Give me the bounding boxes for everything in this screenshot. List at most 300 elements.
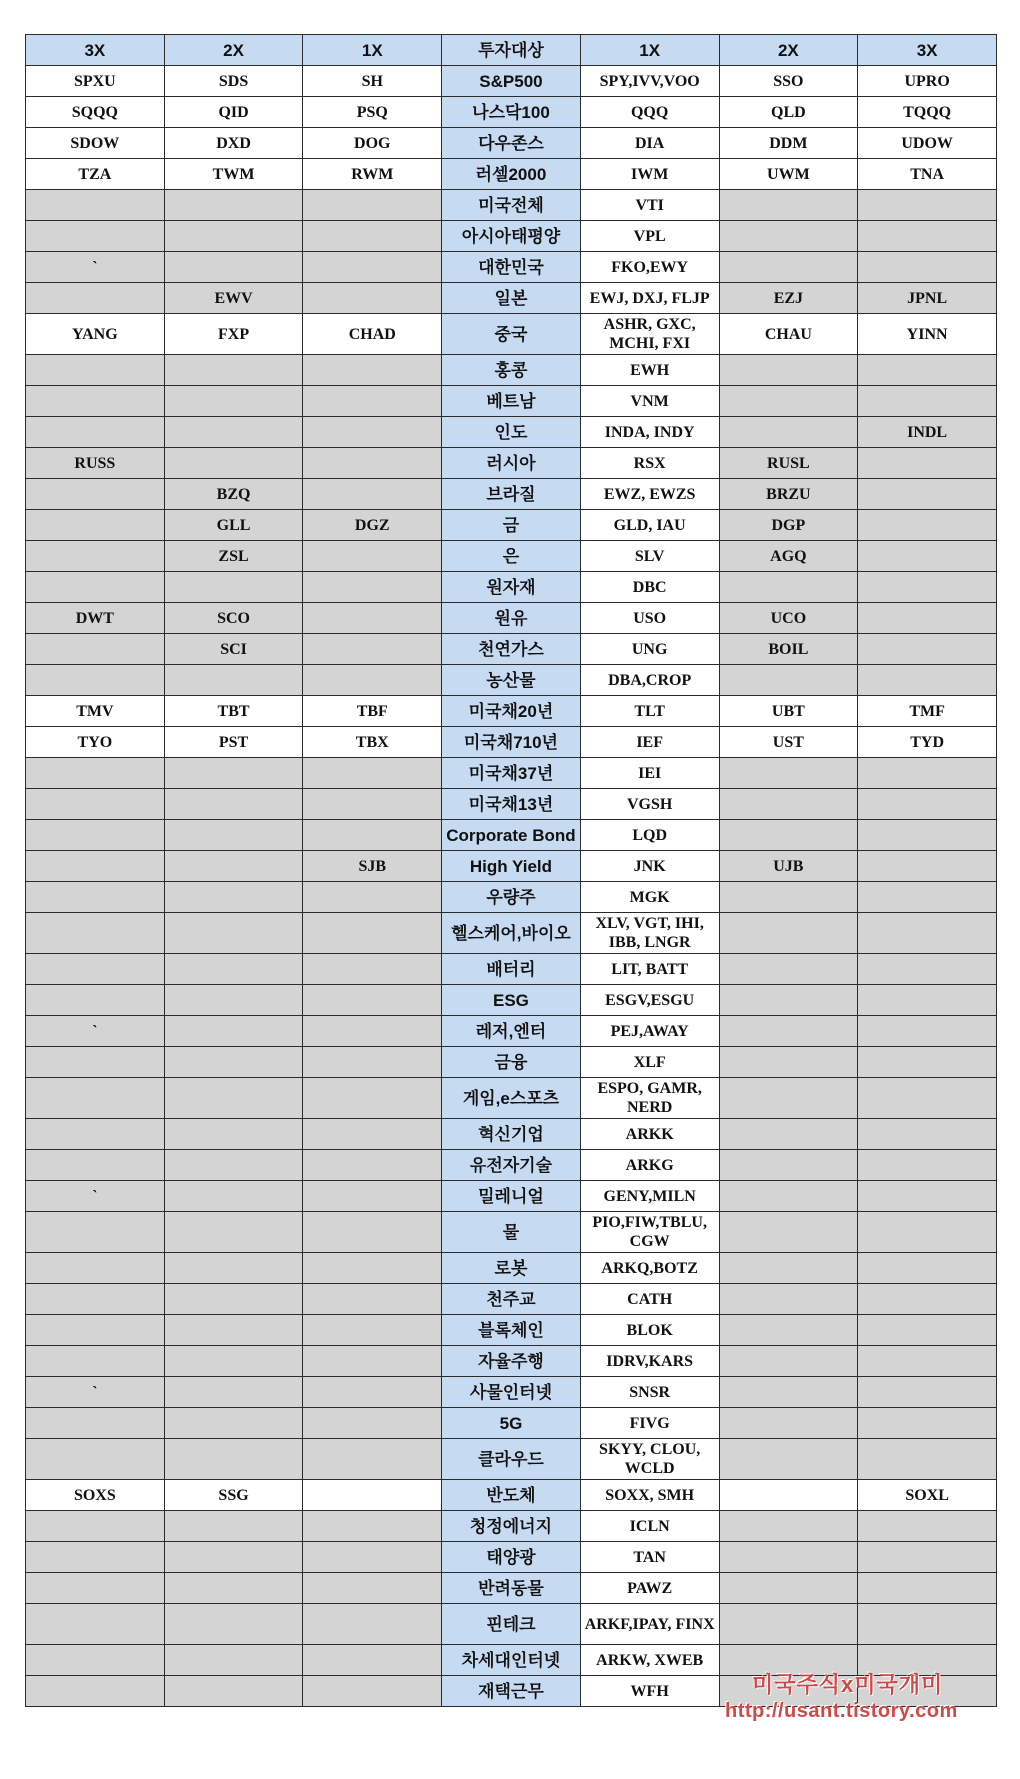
header-3x-inverse: 3X — [26, 35, 165, 66]
cell-inverse-3x — [26, 985, 165, 1016]
cell-inverse-1x — [303, 1119, 442, 1150]
cell-inverse-2x — [164, 1047, 303, 1078]
table-row — [26, 665, 997, 696]
table-row — [26, 510, 997, 541]
cell-etf-2x — [719, 882, 858, 913]
table-row — [26, 1542, 997, 1573]
cell-inverse-3x — [26, 1511, 165, 1542]
cell-inverse-2x — [164, 386, 303, 417]
cell-etf-1x: UNG — [580, 634, 719, 665]
cell-etf-2x — [719, 252, 858, 283]
table-row — [26, 1016, 997, 1047]
cell-etf-2x — [719, 1573, 858, 1604]
cell-inverse-3x — [26, 1573, 165, 1604]
cell-target: 반도체 — [442, 1480, 581, 1511]
cell-etf-2x — [719, 1346, 858, 1377]
cell-etf-2x: AGQ — [719, 541, 858, 572]
cell-inverse-2x — [164, 1604, 303, 1645]
cell-inverse-1x — [303, 789, 442, 820]
cell-etf-2x — [719, 1439, 858, 1480]
header-target: 투자대상 — [442, 35, 581, 66]
cell-etf-2x: BOIL — [719, 634, 858, 665]
cell-etf-1x: ARKQ,BOTZ — [580, 1253, 719, 1284]
cell-inverse-3x — [26, 221, 165, 252]
cell-etf-1x: EWH — [580, 355, 719, 386]
cell-target: 물 — [442, 1212, 581, 1253]
cell-target: 원유 — [442, 603, 581, 634]
cell-etf-2x — [719, 1253, 858, 1284]
cell-target: High Yield — [442, 851, 581, 882]
cell-etf-3x: UDOW — [858, 128, 997, 159]
cell-inverse-1x — [303, 386, 442, 417]
table-row — [26, 221, 997, 252]
cell-inverse-3x: ` — [26, 1016, 165, 1047]
cell-inverse-2x: GLL — [164, 510, 303, 541]
cell-inverse-2x — [164, 789, 303, 820]
table-row — [26, 1377, 997, 1408]
cell-inverse-1x — [303, 1078, 442, 1119]
table-row — [26, 1119, 997, 1150]
table-row — [26, 159, 997, 190]
cell-etf-3x: UPRO — [858, 66, 997, 97]
cell-etf-2x — [719, 954, 858, 985]
cell-etf-2x: UST — [719, 727, 858, 758]
cell-target: 베트남 — [442, 386, 581, 417]
cell-inverse-1x: SJB — [303, 851, 442, 882]
cell-target: 핀테크 — [442, 1604, 581, 1645]
table-row — [26, 386, 997, 417]
cell-target: S&P500 — [442, 66, 581, 97]
cell-inverse-2x — [164, 448, 303, 479]
cell-etf-3x — [858, 1150, 997, 1181]
cell-inverse-2x — [164, 1676, 303, 1707]
cell-inverse-2x — [164, 1346, 303, 1377]
cell-inverse-2x — [164, 572, 303, 603]
cell-etf-1x: DBC — [580, 572, 719, 603]
cell-inverse-3x: TYO — [26, 727, 165, 758]
cell-etf-1x: LIT, BATT — [580, 954, 719, 985]
cell-etf-1x: JNK — [580, 851, 719, 882]
cell-inverse-3x — [26, 851, 165, 882]
table-row — [26, 789, 997, 820]
cell-inverse-3x: SQQQ — [26, 97, 165, 128]
cell-etf-1x: GLD, IAU — [580, 510, 719, 541]
cell-etf-3x — [858, 572, 997, 603]
cell-inverse-1x — [303, 985, 442, 1016]
cell-etf-2x: DGP — [719, 510, 858, 541]
cell-inverse-3x: ` — [26, 252, 165, 283]
cell-etf-1x: SLV — [580, 541, 719, 572]
cell-target: 미국채37년 — [442, 758, 581, 789]
cell-inverse-3x — [26, 1047, 165, 1078]
cell-etf-3x — [858, 1212, 997, 1253]
cell-target: 배터리 — [442, 954, 581, 985]
cell-etf-2x — [719, 1150, 858, 1181]
cell-etf-2x: EZJ — [719, 283, 858, 314]
cell-inverse-3x — [26, 1645, 165, 1676]
cell-etf-3x — [858, 479, 997, 510]
cell-inverse-2x — [164, 1181, 303, 1212]
cell-inverse-2x — [164, 1212, 303, 1253]
cell-inverse-2x — [164, 355, 303, 386]
cell-inverse-3x — [26, 355, 165, 386]
cell-target: 청정에너지 — [442, 1511, 581, 1542]
cell-target: 반려동물 — [442, 1573, 581, 1604]
cell-inverse-3x — [26, 1676, 165, 1707]
cell-inverse-1x — [303, 1542, 442, 1573]
cell-inverse-3x — [26, 1408, 165, 1439]
cell-target: 농산물 — [442, 665, 581, 696]
cell-etf-1x: ARKW, XWEB — [580, 1645, 719, 1676]
cell-inverse-2x — [164, 985, 303, 1016]
cell-inverse-3x: SPXU — [26, 66, 165, 97]
cell-inverse-3x — [26, 386, 165, 417]
cell-etf-3x — [858, 954, 997, 985]
cell-etf-3x — [858, 851, 997, 882]
cell-etf-1x: SOXX, SMH — [580, 1480, 719, 1511]
cell-target: 아시아태평양 — [442, 221, 581, 252]
cell-inverse-2x — [164, 1284, 303, 1315]
table-row — [26, 97, 997, 128]
cell-inverse-2x — [164, 1511, 303, 1542]
cell-inverse-3x: TZA — [26, 159, 165, 190]
table-body — [26, 66, 997, 1707]
cell-etf-3x — [858, 665, 997, 696]
cell-inverse-2x — [164, 1315, 303, 1346]
cell-target: 헬스케어,바이오 — [442, 913, 581, 954]
cell-inverse-1x — [303, 758, 442, 789]
cell-target: 일본 — [442, 283, 581, 314]
table-row — [26, 1253, 997, 1284]
cell-inverse-1x — [303, 541, 442, 572]
cell-etf-2x — [719, 758, 858, 789]
cell-etf-2x — [719, 1511, 858, 1542]
cell-inverse-2x: SSG — [164, 1480, 303, 1511]
cell-inverse-1x — [303, 1511, 442, 1542]
cell-etf-2x — [719, 820, 858, 851]
cell-etf-1x: FKO,EWY — [580, 252, 719, 283]
cell-etf-2x — [719, 190, 858, 221]
cell-inverse-3x — [26, 758, 165, 789]
table-row — [26, 758, 997, 789]
cell-etf-3x — [858, 355, 997, 386]
cell-etf-1x: DBA,CROP — [580, 665, 719, 696]
cell-etf-2x — [719, 789, 858, 820]
cell-etf-3x: SOXL — [858, 1480, 997, 1511]
cell-etf-3x — [858, 1047, 997, 1078]
cell-inverse-1x — [303, 190, 442, 221]
cell-etf-1x: BLOK — [580, 1315, 719, 1346]
cell-target: 사물인터넷 — [442, 1377, 581, 1408]
table-row — [26, 355, 997, 386]
table-row — [26, 634, 997, 665]
cell-inverse-1x — [303, 417, 442, 448]
cell-inverse-3x: ` — [26, 1181, 165, 1212]
cell-etf-2x — [719, 386, 858, 417]
cell-target: 클라우드 — [442, 1439, 581, 1480]
cell-inverse-3x — [26, 789, 165, 820]
cell-target: 금융 — [442, 1047, 581, 1078]
cell-inverse-1x — [303, 882, 442, 913]
table-row — [26, 1346, 997, 1377]
cell-inverse-2x — [164, 851, 303, 882]
cell-etf-3x — [858, 386, 997, 417]
cell-inverse-3x — [26, 1542, 165, 1573]
cell-etf-1x: ARKF,IPAY, FINX — [580, 1604, 719, 1645]
cell-etf-1x: EWJ, DXJ, FLJP — [580, 283, 719, 314]
cell-etf-3x: TNA — [858, 159, 997, 190]
cell-etf-3x — [858, 1016, 997, 1047]
cell-target: 금 — [442, 510, 581, 541]
cell-inverse-2x — [164, 1573, 303, 1604]
cell-etf-3x: TQQQ — [858, 97, 997, 128]
cell-etf-1x: IWM — [580, 159, 719, 190]
cell-inverse-3x — [26, 190, 165, 221]
cell-etf-1x: ASHR, GXC, MCHI, FXI — [580, 314, 719, 355]
cell-etf-2x — [719, 1480, 858, 1511]
cell-inverse-1x — [303, 1408, 442, 1439]
etf-leverage-table — [25, 34, 997, 1707]
cell-inverse-3x: ` — [26, 1377, 165, 1408]
cell-etf-1x: LQD — [580, 820, 719, 851]
cell-inverse-3x — [26, 882, 165, 913]
cell-etf-1x: SKYY, CLOU, WCLD — [580, 1439, 719, 1480]
cell-inverse-2x — [164, 1542, 303, 1573]
cell-etf-1x: TLT — [580, 696, 719, 727]
header-2x-inverse: 2X — [164, 35, 303, 66]
cell-etf-3x: TMF — [858, 696, 997, 727]
cell-etf-2x — [719, 1212, 858, 1253]
cell-inverse-3x — [26, 417, 165, 448]
cell-inverse-2x: QID — [164, 97, 303, 128]
cell-etf-1x: RSX — [580, 448, 719, 479]
cell-etf-3x — [858, 190, 997, 221]
table-row — [26, 417, 997, 448]
cell-target: ESG — [442, 985, 581, 1016]
cell-etf-1x: PAWZ — [580, 1573, 719, 1604]
cell-etf-3x — [858, 221, 997, 252]
cell-etf-3x — [858, 1284, 997, 1315]
cell-etf-3x — [858, 448, 997, 479]
cell-target: 재택근무 — [442, 1676, 581, 1707]
cell-inverse-1x — [303, 1604, 442, 1645]
cell-target: 미국전체 — [442, 190, 581, 221]
cell-etf-3x — [858, 1511, 997, 1542]
cell-etf-2x — [719, 355, 858, 386]
cell-inverse-3x — [26, 913, 165, 954]
header-row — [26, 35, 997, 66]
cell-inverse-2x — [164, 665, 303, 696]
cell-etf-1x: ICLN — [580, 1511, 719, 1542]
cell-etf-2x: QLD — [719, 97, 858, 128]
cell-inverse-2x — [164, 1408, 303, 1439]
cell-etf-3x — [858, 634, 997, 665]
cell-etf-2x — [719, 221, 858, 252]
table-row — [26, 1078, 997, 1119]
table-row — [26, 128, 997, 159]
cell-target: 로봇 — [442, 1253, 581, 1284]
cell-inverse-3x: SDOW — [26, 128, 165, 159]
cell-etf-1x: MGK — [580, 882, 719, 913]
cell-inverse-2x: SDS — [164, 66, 303, 97]
cell-etf-1x: FIVG — [580, 1408, 719, 1439]
cell-inverse-2x — [164, 252, 303, 283]
table-row — [26, 1573, 997, 1604]
cell-inverse-2x: TBT — [164, 696, 303, 727]
cell-inverse-1x: RWM — [303, 159, 442, 190]
cell-etf-3x — [858, 758, 997, 789]
cell-inverse-2x — [164, 1253, 303, 1284]
cell-etf-2x — [719, 1016, 858, 1047]
cell-etf-3x — [858, 820, 997, 851]
cell-inverse-1x — [303, 954, 442, 985]
cell-inverse-3x — [26, 283, 165, 314]
table-row — [26, 572, 997, 603]
cell-target: 미국채20년 — [442, 696, 581, 727]
cell-etf-2x: SSO — [719, 66, 858, 97]
table-row — [26, 985, 997, 1016]
cell-inverse-1x — [303, 355, 442, 386]
cell-etf-1x: IDRV,KARS — [580, 1346, 719, 1377]
cell-etf-1x: IEF — [580, 727, 719, 758]
cell-etf-2x: UWM — [719, 159, 858, 190]
cell-inverse-1x — [303, 1181, 442, 1212]
header-1x: 1X — [580, 35, 719, 66]
cell-inverse-3x: DWT — [26, 603, 165, 634]
cell-inverse-2x — [164, 190, 303, 221]
cell-etf-2x: RUSL — [719, 448, 858, 479]
watermark-url: http://usant.tistory.com — [725, 1700, 958, 1722]
table-row — [26, 1439, 997, 1480]
cell-inverse-3x — [26, 1253, 165, 1284]
cell-etf-3x — [858, 603, 997, 634]
table-row — [26, 1315, 997, 1346]
cell-inverse-1x — [303, 479, 442, 510]
cell-inverse-2x — [164, 1078, 303, 1119]
cell-etf-1x: TAN — [580, 1542, 719, 1573]
cell-inverse-1x — [303, 1573, 442, 1604]
cell-inverse-3x — [26, 1212, 165, 1253]
cell-target: 미국채710년 — [442, 727, 581, 758]
cell-inverse-1x — [303, 1480, 442, 1511]
cell-etf-1x: PIO,FIW,TBLU, CGW — [580, 1212, 719, 1253]
cell-target: 자율주행 — [442, 1346, 581, 1377]
cell-inverse-1x — [303, 572, 442, 603]
table-row — [26, 1150, 997, 1181]
cell-inverse-1x — [303, 1676, 442, 1707]
cell-inverse-2x: TWM — [164, 159, 303, 190]
cell-inverse-2x — [164, 1016, 303, 1047]
cell-etf-2x — [719, 1315, 858, 1346]
table-row — [26, 1604, 997, 1645]
cell-target: 밀레니얼 — [442, 1181, 581, 1212]
cell-etf-1x: VPL — [580, 221, 719, 252]
cell-inverse-1x — [303, 1284, 442, 1315]
table-row — [26, 448, 997, 479]
cell-etf-3x: TYD — [858, 727, 997, 758]
cell-target: 차세대인터넷 — [442, 1645, 581, 1676]
cell-etf-3x — [858, 882, 997, 913]
cell-inverse-2x: ZSL — [164, 541, 303, 572]
cell-inverse-2x — [164, 913, 303, 954]
cell-etf-3x — [858, 1253, 997, 1284]
table-row — [26, 696, 997, 727]
cell-etf-2x — [719, 1181, 858, 1212]
cell-target: 블록체인 — [442, 1315, 581, 1346]
cell-inverse-2x — [164, 758, 303, 789]
cell-inverse-2x — [164, 954, 303, 985]
header-1x-inverse: 1X — [303, 35, 442, 66]
table-row — [26, 1181, 997, 1212]
cell-inverse-2x: SCO — [164, 603, 303, 634]
cell-etf-1x: CATH — [580, 1284, 719, 1315]
cell-inverse-2x — [164, 1439, 303, 1480]
cell-inverse-2x — [164, 820, 303, 851]
cell-etf-3x: JPNL — [858, 283, 997, 314]
table-row — [26, 1284, 997, 1315]
cell-inverse-2x: PST — [164, 727, 303, 758]
cell-inverse-2x — [164, 417, 303, 448]
cell-target: 우량주 — [442, 882, 581, 913]
cell-etf-2x — [719, 913, 858, 954]
table-row — [26, 479, 997, 510]
cell-inverse-3x — [26, 1078, 165, 1119]
cell-etf-2x — [719, 1047, 858, 1078]
cell-inverse-1x — [303, 603, 442, 634]
cell-target: 홍콩 — [442, 355, 581, 386]
cell-etf-1x: QQQ — [580, 97, 719, 128]
cell-etf-3x — [858, 985, 997, 1016]
cell-inverse-1x: CHAD — [303, 314, 442, 355]
cell-etf-3x — [858, 1078, 997, 1119]
cell-inverse-3x — [26, 1150, 165, 1181]
cell-target: 게임,e스포츠 — [442, 1078, 581, 1119]
cell-etf-1x: ESGV,ESGU — [580, 985, 719, 1016]
cell-etf-2x — [719, 1078, 858, 1119]
table-row — [26, 190, 997, 221]
cell-target: 천연가스 — [442, 634, 581, 665]
cell-etf-3x — [858, 789, 997, 820]
cell-inverse-1x — [303, 252, 442, 283]
cell-etf-3x — [858, 1604, 997, 1645]
cell-target: 원자재 — [442, 572, 581, 603]
cell-etf-1x: IEI — [580, 758, 719, 789]
cell-inverse-3x — [26, 1284, 165, 1315]
cell-inverse-1x — [303, 283, 442, 314]
cell-etf-1x: SPY,IVV,VOO — [580, 66, 719, 97]
cell-target: 유전자기술 — [442, 1150, 581, 1181]
cell-inverse-2x: EWV — [164, 283, 303, 314]
cell-target: Corporate Bond — [442, 820, 581, 851]
cell-inverse-1x — [303, 1377, 442, 1408]
cell-target: 대한민국 — [442, 252, 581, 283]
cell-etf-1x: DIA — [580, 128, 719, 159]
cell-inverse-3x — [26, 820, 165, 851]
cell-etf-2x — [719, 1284, 858, 1315]
cell-target: 다우존스 — [442, 128, 581, 159]
cell-etf-3x — [858, 1181, 997, 1212]
cell-inverse-1x — [303, 1150, 442, 1181]
table-row — [26, 541, 997, 572]
cell-inverse-1x — [303, 1212, 442, 1253]
cell-inverse-2x — [164, 1150, 303, 1181]
table-row — [26, 1212, 997, 1253]
table-row — [26, 252, 997, 283]
cell-target: 러셀2000 — [442, 159, 581, 190]
table-row — [26, 820, 997, 851]
cell-inverse-3x: TMV — [26, 696, 165, 727]
cell-etf-1x: XLV, VGT, IHI, IBB, LNGR — [580, 913, 719, 954]
